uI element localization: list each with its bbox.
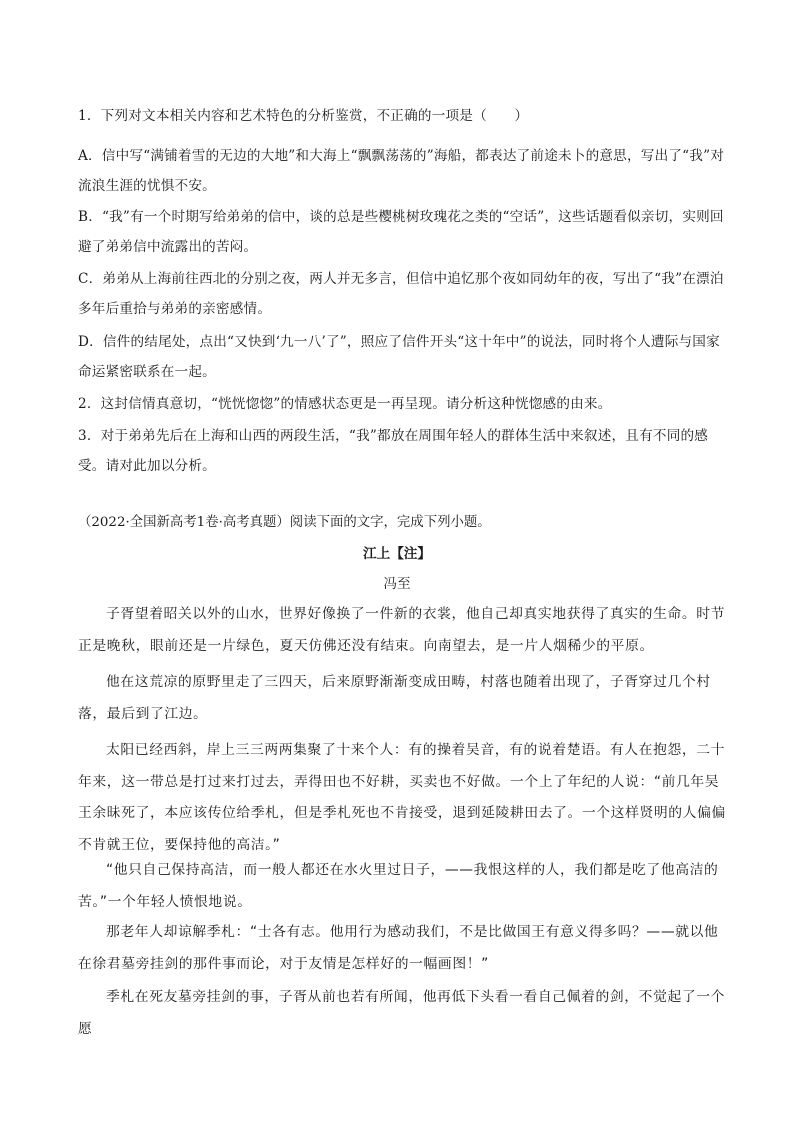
question-3: 3．对于弟弟先后在上海和山西的两段生活，“我”都放在周围年轻人的群体生活中来叙述，且有不同的感受。请对此加以分析。: [78, 428, 709, 474]
passage-source: （2022·全国新高考1卷·高考真题）阅读下面的文字，完成下列小题。: [78, 515, 491, 530]
passage-paragraph: 他在这荒凉的原野里走了三四天，后来原野渐渐变成田畴，村落也随着出现了，子胥穿过几个村落，最后到了江边。: [78, 674, 711, 722]
option-d: D．信件的结尾处，点出“又快到‘九一八’了”，照应了信件开头“这十年中”的说法，同时将个人遭际与国家命运紧密联系在一起。: [78, 334, 720, 380]
passage-author: 冯至: [383, 576, 411, 592]
passage-paragraph: 太阳已经西斜，岸上三三两两集聚了十来个人：有的操着吴音，有的说着楚语。有人在抱怨，二十年来，这一带总是打过来打过去，弄得田也不好耕，买卖也不好做。一个上了年纪的人说：“前几年吴王余昧死了，本应该传位给季札，但是季札死也不肯接受，退到延陵耕田去了。一个这样贤明的人偏偏不肯就王位，要保持他的高洁。”: [78, 742, 726, 853]
option-a: A．信中写“满铺着雪的无边的大地”和大海上“飘飘荡荡的”海船，都表达了前途未卜的意思，写出了“我”对流浪生涯的忧惧不安。: [78, 148, 725, 194]
passage-paragraph: 那老年人却谅解季札：“士各有志。他用行为感动我们，不是比做国王有意义得多吗？——就以他在徐君墓旁挂剑的那件事而论，对于友情是怎样好的一幅画图！”: [78, 924, 719, 972]
passage-title: 江上【注】: [363, 546, 431, 562]
option-c: C．弟弟从上海前往西北的分别之夜，两人并无多言，但信中追忆那个夜如同幼年的夜，写出了“我”在漂泊多年后重拾与弟弟的亲密感情。: [78, 271, 724, 317]
passage-paragraph: “他只自己保持高洁，而一般人都还在水火里过日子，——我恨这样的人，我们都是吃了他高洁的苦。”一个年轻人愤恨地说。: [78, 862, 719, 910]
option-b: B．“我”有一个时期写给弟弟的信中，谈的总是些樱桃树玫瑰花之类的“空话”，这些话题看似亲切，实则回避了弟弟信中流露出的苦闷。: [78, 209, 724, 255]
passage-paragraph: 季札在死友墓旁挂剑的事，子胥从前也若有所闻，他再低下头看一看自己佩着的剑，不觉起了一个愿: [78, 989, 726, 1037]
question-2: 2．这封信情真意切，“恍恍惚惚”的情感状态更是一再呈现。请分析这种恍惚感的由来。: [78, 396, 612, 412]
question-1: 1．下列对文本相关内容和艺术特色的分析鉴赏，不正确的一项是（ ）: [78, 108, 529, 124]
passage-paragraph: 子胥望着昭关以外的山水，世界好像换了一件新的衣裳，他自己却真实地获得了真实的生命。时节正是晚秋，眼前还是一片绿色，夏天仿佛还没有结束。向南望去，是一片人烟稀少的平原。: [78, 606, 726, 654]
